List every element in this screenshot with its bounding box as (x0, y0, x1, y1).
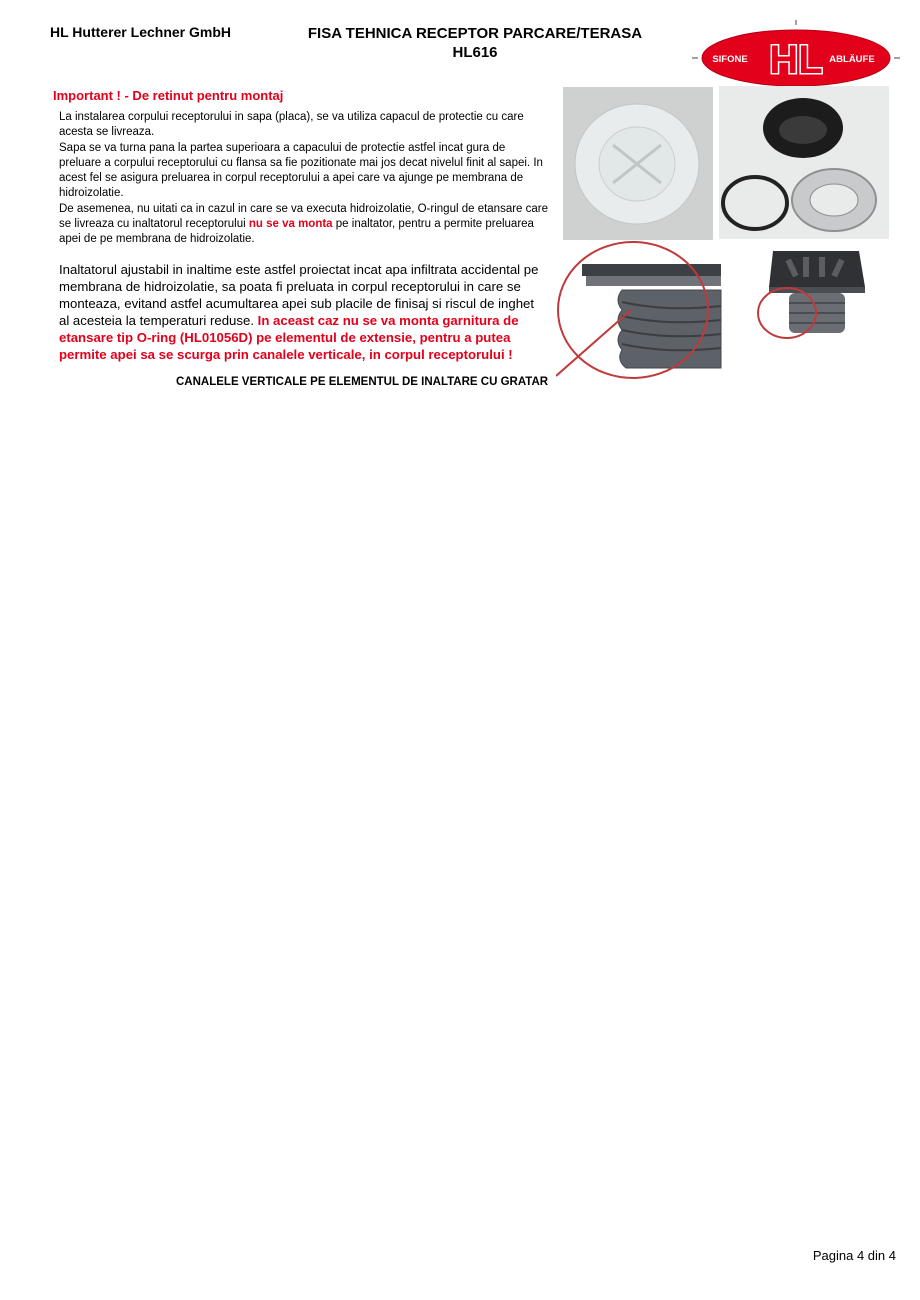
hl-logo (692, 20, 900, 90)
protective-cover-photo (563, 87, 713, 240)
drain-parts-photo (719, 86, 889, 239)
title-line-2: HL616 (452, 44, 498, 61)
logo-text-left: SIFONE (712, 54, 748, 65)
instruction-sentence-1: La instalarea corpului receptorului in sapa (placa), se va utiliza capacul de protectie cu care acesta se livreaza. (59, 111, 524, 139)
extension-text: Inaltatorul ajustabil in inaltime este astfel proiectat incat apa infiltrata accidental pe membrana de hidroizolatie, sa poata fi preluata in corpul receptorului in care se monteaza, evitand astfel acumultarea apei sub placile de finisaj si riscul de inghet al acesteia la temperaturi reduse. (59, 262, 539, 328)
page-number: Pagina 4 din 4 (812, 1248, 896, 1263)
extension-description (59, 261, 541, 363)
drain-grate-photo (755, 247, 870, 340)
instruction-sentence-3 (59, 202, 549, 248)
logo-mark: HL (769, 38, 823, 82)
company-name: HL Hutterer Lechner GmbH (50, 24, 231, 40)
logo-text-right: ABLÄUFE (829, 54, 875, 65)
title-line-1: FISA TEHNICA RECEPTOR PARCARE/TERASA (307, 25, 643, 42)
instruction-s3-red: nu se va monta (248, 218, 333, 231)
document-title (270, 24, 680, 62)
instruction-s3-before: De asemenea, nu uitati ca in cazul in care se va executa hidroizolatie, O-ringul de etansare care se livreaza cu inaltatorul receptorului (59, 202, 549, 231)
mounting-instructions (59, 110, 549, 248)
instruction-s3-after: pe inaltator, pentru a permite preluarea apei de pe membrana de hidroizolatie. (59, 218, 534, 246)
instruction-sentence-2: Sapa se va turna pana la partea superioara a capacului de protectie astfel incat gura de preluare a corpului receptorului cu flansa sa fie pozitionate mai jos decat nivelul finit al sapei. In acest fel se asigura preluarea in corpul receptorului a apei care va ajunge pe membrana de hidroizolatie. (59, 141, 543, 200)
section-heading: Important ! - De retinut pentru montaj (53, 88, 284, 103)
extension-warning: In aceast caz nu se va monta garnitura de etansare tip O-ring (HL01056D) pe elementul de extensie, pentru a putea permite apei sa se scurga prin canalele verticale, in corpul receptorului ! (59, 313, 519, 362)
vertical-channels-caption: CANALELE VERTICALE PE ELEMENTUL DE INALTARE CU GRATAR (176, 376, 549, 388)
extension-closeup-photo (556, 240, 726, 382)
